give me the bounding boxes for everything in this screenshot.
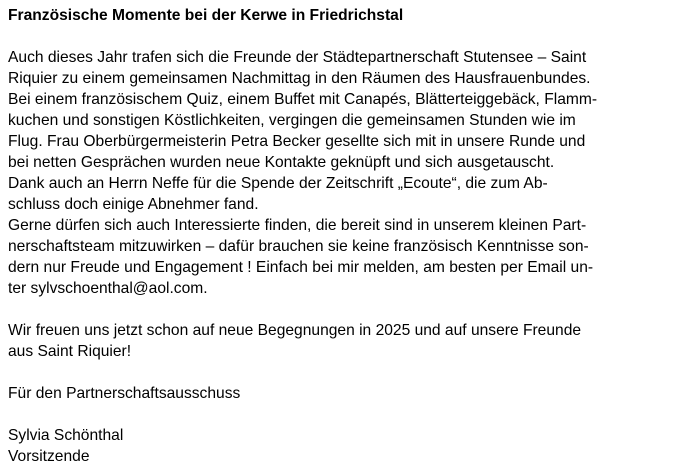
- document: [8, 5, 688, 467]
- paragraph-1: [8, 47, 688, 299]
- paragraph-1-line: dern nur Freude und Engagement ! Einfach bei mir melden, am besten per Email un-: [8, 259, 594, 276]
- spacer: [8, 362, 688, 383]
- paragraph-2-line: Wir freuen uns jetzt schon auf neue Begegnungen in 2025 und auf unsere Freunde: [8, 322, 582, 339]
- spacer: [8, 404, 688, 425]
- paragraph-2-line: aus Saint Riquier!: [8, 343, 132, 360]
- signature-name: Sylvia Schönthal: [8, 427, 124, 444]
- paragraph-1-line: nerschaftsteam mitzuwirken – dafür brauchen sie keine französisch Kenntnisse son-: [8, 238, 589, 255]
- paragraph-1-line: ter sylvschoenthal@aol.com.: [8, 280, 208, 297]
- paragraph-1-line: schluss doch einige Abnehmer fand.: [8, 196, 259, 213]
- paragraph-1-line: Bei einem französischem Quiz, einem Buffet mit Canapés, Blätterteiggebäck, Flamm-: [8, 91, 598, 108]
- document-title: Französische Momente bei der Kerwe in Friedrichstal: [8, 7, 404, 24]
- paragraph-1-line: Flug. Frau Oberbürgermeisterin Petra Becker gesellte sich mit in unsere Runde und: [8, 133, 586, 150]
- signature-role: Vorsitzende: [8, 448, 90, 465]
- paragraph-1-line: Dank auch an Herrn Neffe für die Spende der Zeitschrift „Ecoute“, die zum Ab-: [8, 175, 548, 192]
- paragraph-1-line: Auch dieses Jahr trafen sich die Freunde der Städtepartnerschaft Stutensee – Saint: [8, 49, 587, 66]
- paragraph-2: [8, 320, 688, 362]
- paragraph-1-line: bei netten Gesprächen wurden neue Kontakte geknüpft und sich ausgetauscht.: [8, 154, 555, 171]
- spacer: [8, 26, 688, 47]
- paragraph-1-line: Gerne dürfen sich auch Interessierte finden, die bereit sind in unserem kleinen Part-: [8, 217, 587, 234]
- spacer: [8, 299, 688, 320]
- paragraph-1-line: kuchen und sonstigen Köstlichkeiten, vergingen die gemeinsamen Stunden wie im: [8, 112, 576, 129]
- paragraph-1-line: Riquier zu einem gemeinsamen Nachmittag in den Räumen des Hausfrauenbundes.: [8, 70, 591, 87]
- closing-line: Für den Partnerschaftsausschuss: [8, 385, 241, 402]
